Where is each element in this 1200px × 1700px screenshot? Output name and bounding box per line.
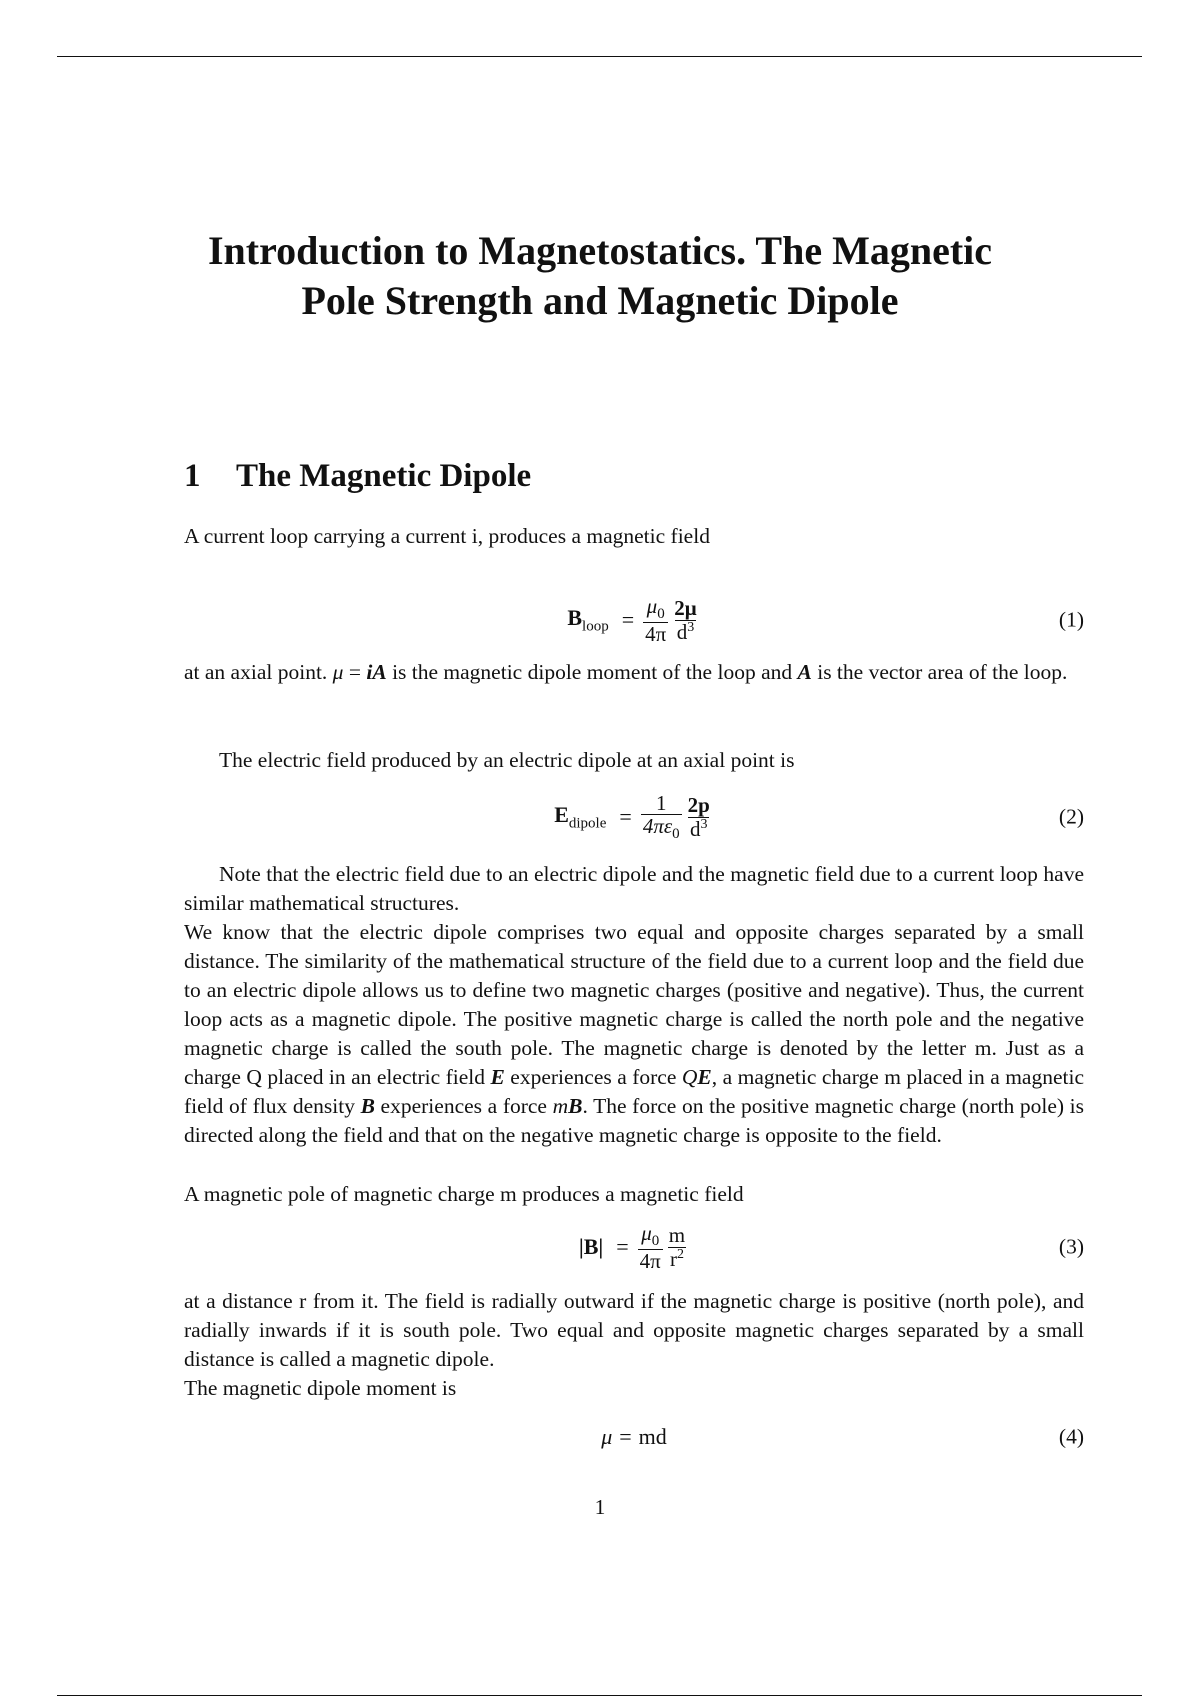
eq3-frac1-num-sub: 0 (651, 1232, 660, 1249)
para2-ia: iA (366, 660, 387, 684)
eq4-equals: = (619, 1424, 632, 1449)
para2-text-3: is the vector area of the loop. (811, 660, 1068, 684)
equation-3 (184, 1217, 1084, 1277)
section-title: The Magnetic Dipole (236, 458, 532, 494)
section-number: 1 (184, 458, 201, 494)
para5-text-4: experiences a force (374, 1094, 553, 1118)
eq3-lhs: |B| (578, 1234, 604, 1259)
equation-number-3: (3) (1058, 1234, 1084, 1259)
eq2-frac1-num: 1 (655, 790, 667, 815)
paragraph-current-loop: A current loop carrying a current i, produces a magnetic field (184, 524, 710, 548)
paragraph-field-direction: at a distance r from it. The field is radially outward if the magnetic charge is positive (north pole), and radially inwards if it is south pole. Two equal and opposite magnetic charges separated by a small distance is called a magnetic dipole. (184, 1289, 1084, 1371)
para5-e2: E (697, 1065, 712, 1089)
eq3-frac1-num-symbol: μ (641, 1220, 652, 1245)
eq3-equals: = (616, 1234, 629, 1259)
eq1-lhs-symbol: B (567, 604, 583, 630)
eq3-frac2-den-base: r (669, 1246, 677, 1271)
equation-4 (184, 1409, 1084, 1465)
equation-1 (184, 590, 1084, 650)
eq2-frac1-den-sub: 0 (672, 825, 680, 842)
para2-equals: = (343, 660, 367, 684)
title-line-1: Introduction to Magnetostatics. The Magnetic (207, 228, 993, 273)
para5-m: m (552, 1094, 569, 1118)
eq1-frac2-den-base: d (676, 619, 688, 644)
eq2-fraction-2 (686, 794, 712, 839)
equation-2 (184, 787, 1084, 847)
para2-mu: μ (332, 660, 344, 684)
paragraph-magnetic-pole-field: A magnetic pole of magnetic charge m produces a magnetic field (184, 1182, 744, 1206)
page-number: 1 (594, 1495, 606, 1519)
para5-text-5: . The force on the positive magnetic charge (north pole) is directed along the field and that on the negative magnetic charge is opposite to the field. (184, 1094, 1084, 1147)
paragraph-similar-structures: Note that the electric field due to an electric dipole and the magnetic field due to a current loop have similar mathematical structures. (184, 862, 1084, 915)
eq1-lhs-sub: loop (582, 618, 609, 635)
eq2-lhs-sub: dipole (568, 815, 607, 832)
para5-text-2: experiences a force (504, 1065, 682, 1089)
eq1-frac2-den-sup: 3 (687, 619, 695, 635)
eq1-equals: = (621, 607, 635, 632)
section-heading (184, 458, 531, 495)
equation-number-2: (2) (1058, 804, 1084, 829)
paragraph-dipole-moment-intro: The magnetic dipole moment is (184, 1376, 457, 1400)
eq2-lhs-symbol: E (554, 801, 569, 827)
eq1-fraction-1 (643, 595, 668, 646)
eq2-frac2-den-base: d (689, 816, 701, 841)
eq2-frac2-num: 2p (687, 793, 710, 818)
eq3-frac1-den: 4π (639, 1249, 661, 1274)
eq2-fraction-1 (641, 792, 682, 843)
para5-text-3: , a magnetic charge m placed in a magnetic field of flux density (184, 1065, 1084, 1118)
equation-number-1: (1) (1058, 607, 1084, 632)
para5-b: B (360, 1094, 375, 1118)
eq2-frac1-den-main: 4πε (642, 813, 673, 838)
eq1-fraction-2 (672, 597, 698, 642)
paragraph-electric-dipole: The electric field produced by an electric dipole at an axial point is (219, 748, 795, 772)
eq3-fraction-2 (667, 1224, 687, 1269)
eq4-lhs: μ (601, 1424, 613, 1449)
title-line-2: Pole Strength and Magnetic Dipole (301, 278, 899, 323)
paragraph-magnetic-charges (184, 918, 1084, 1150)
eq3-fraction-1 (638, 1222, 663, 1273)
para5-b2: B (568, 1094, 583, 1118)
eq1-frac1-num-symbol: μ (646, 593, 658, 618)
header-rule (57, 56, 1142, 57)
para2-text-1: at an axial point. (184, 660, 333, 684)
eq3-frac2-den-sup: 2 (676, 1246, 684, 1262)
eq2-equals: = (619, 804, 632, 829)
para5-q: Q (681, 1065, 698, 1089)
para2-text-2: is the magnetic dipole moment of the loop and (386, 660, 798, 684)
para5-text-1: We know that the electric dipole comprises two equal and opposite charges separated by a small distance. The similarity of the mathematical structure of the field due to a current loop and the field due to an electric dipole allows us to define two magnetic charges (positive and negative). Thus, the current loop acts as a magnetic dipole. The positive magnetic charge is called the north pole and the negative magnetic charge is called the south pole. The magnetic charge is denoted by the letter m. Just as a charge Q placed in an electric field (184, 920, 1084, 1089)
eq3-frac2-num: m (668, 1223, 686, 1248)
footer-rule (57, 1695, 1142, 1696)
para2-a: A (797, 660, 812, 684)
eq4-rhs: md (638, 1424, 667, 1449)
equation-number-4: (4) (1058, 1424, 1084, 1449)
para5-e: E (490, 1065, 505, 1089)
eq2-frac2-den-sup: 3 (700, 816, 708, 832)
paragraph-dipole-moment (184, 658, 1084, 687)
paper-title (100, 226, 1100, 326)
eq1-frac2-num: 2μ (674, 596, 697, 621)
eq1-frac1-den: 4π (645, 622, 667, 647)
eq1-frac1-num-sub: 0 (657, 605, 665, 622)
